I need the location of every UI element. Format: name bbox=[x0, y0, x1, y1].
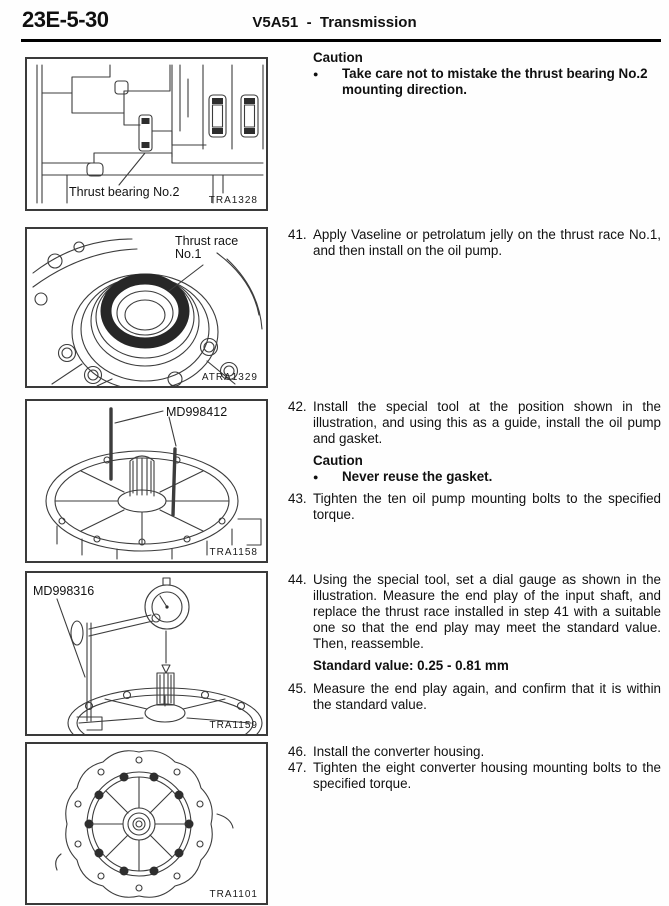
step-text: Measure the end play again, and confirm that it is within the standard value. bbox=[313, 681, 661, 712]
figure-tool-label: MD998316 bbox=[33, 584, 95, 598]
step-41-block bbox=[288, 227, 661, 259]
page-number: 23E-5-30 bbox=[22, 7, 109, 32]
caution-heading: Caution bbox=[313, 453, 363, 468]
page-title: V5A51 - Transmission bbox=[252, 14, 417, 31]
caution-text: Take care not to mistake the thrust bearing No.2 mounting direction. bbox=[342, 66, 648, 97]
step-number: 41. bbox=[288, 227, 307, 242]
figure-converter-housing bbox=[25, 742, 268, 905]
standard-value-text: Standard value: 0.25 - 0.81 mm bbox=[313, 658, 509, 673]
step-number: 42. bbox=[288, 399, 307, 414]
header-rule bbox=[21, 39, 661, 42]
caution-block-top bbox=[313, 50, 661, 98]
figure-code: TRA1101 bbox=[209, 889, 258, 900]
figure-special-tool-guides bbox=[25, 399, 268, 563]
step-46-47-block bbox=[288, 744, 661, 792]
bullet-icon: ● bbox=[313, 472, 319, 482]
caution-text: Never reuse the gasket. bbox=[342, 469, 493, 484]
converter-housing-illustration bbox=[27, 744, 266, 903]
step-number: 46. bbox=[288, 744, 307, 759]
guide-pins-illustration bbox=[27, 401, 266, 561]
step-number: 47. bbox=[288, 760, 307, 775]
step-text: Tighten the ten oil pump mounting bolts to the specified torque. bbox=[313, 491, 661, 522]
figure-code: TRA1158 bbox=[209, 547, 258, 558]
oil-pump-illustration bbox=[27, 229, 266, 386]
step-text: Install the special tool at the position shown in the illustration, and using this as a guide, install the oil pump and gasket. bbox=[313, 399, 661, 446]
bullet-icon: ● bbox=[313, 69, 319, 79]
figure-dial-gauge-setup bbox=[25, 571, 268, 736]
step-number: 43. bbox=[288, 491, 307, 506]
step-text: Install the converter housing. bbox=[313, 744, 485, 759]
step-text: Tighten the eight converter housing mounting bolts to the specified torque. bbox=[313, 760, 661, 791]
figure-part-label: Thrust race bbox=[175, 234, 239, 248]
step-42-43-block bbox=[288, 399, 661, 523]
figure-code: TRA1159 bbox=[209, 720, 258, 731]
figure-thrust-race-oil-pump bbox=[25, 227, 268, 388]
step-text: Using the special tool, set a dial gauge as shown in the illustration. Measure the end play of the input shaft, and replace the thrust race installed in step 41 with a suitable one so that the end play may meet the standard value. Then, reassemble. bbox=[313, 572, 661, 651]
figure-code: ATRA1329 bbox=[201, 372, 258, 383]
figure-part-label: Thrust bearing No.2 bbox=[69, 185, 180, 199]
step-number: 44. bbox=[288, 572, 307, 587]
step-number: 45. bbox=[288, 681, 307, 696]
figure-thrust-bearing-section bbox=[25, 57, 268, 211]
caution-block-mid bbox=[313, 453, 661, 485]
step-44-45-block bbox=[288, 572, 661, 713]
figure-tool-label: MD998412 bbox=[166, 405, 228, 419]
figure-code: TRA1328 bbox=[208, 195, 258, 206]
figure-part-label: No.1 bbox=[175, 247, 202, 261]
step-text: Apply Vaseline or petrolatum jelly on the thrust race No.1, and then install on the oil pump. bbox=[313, 227, 661, 258]
caution-heading: Caution bbox=[313, 50, 363, 65]
